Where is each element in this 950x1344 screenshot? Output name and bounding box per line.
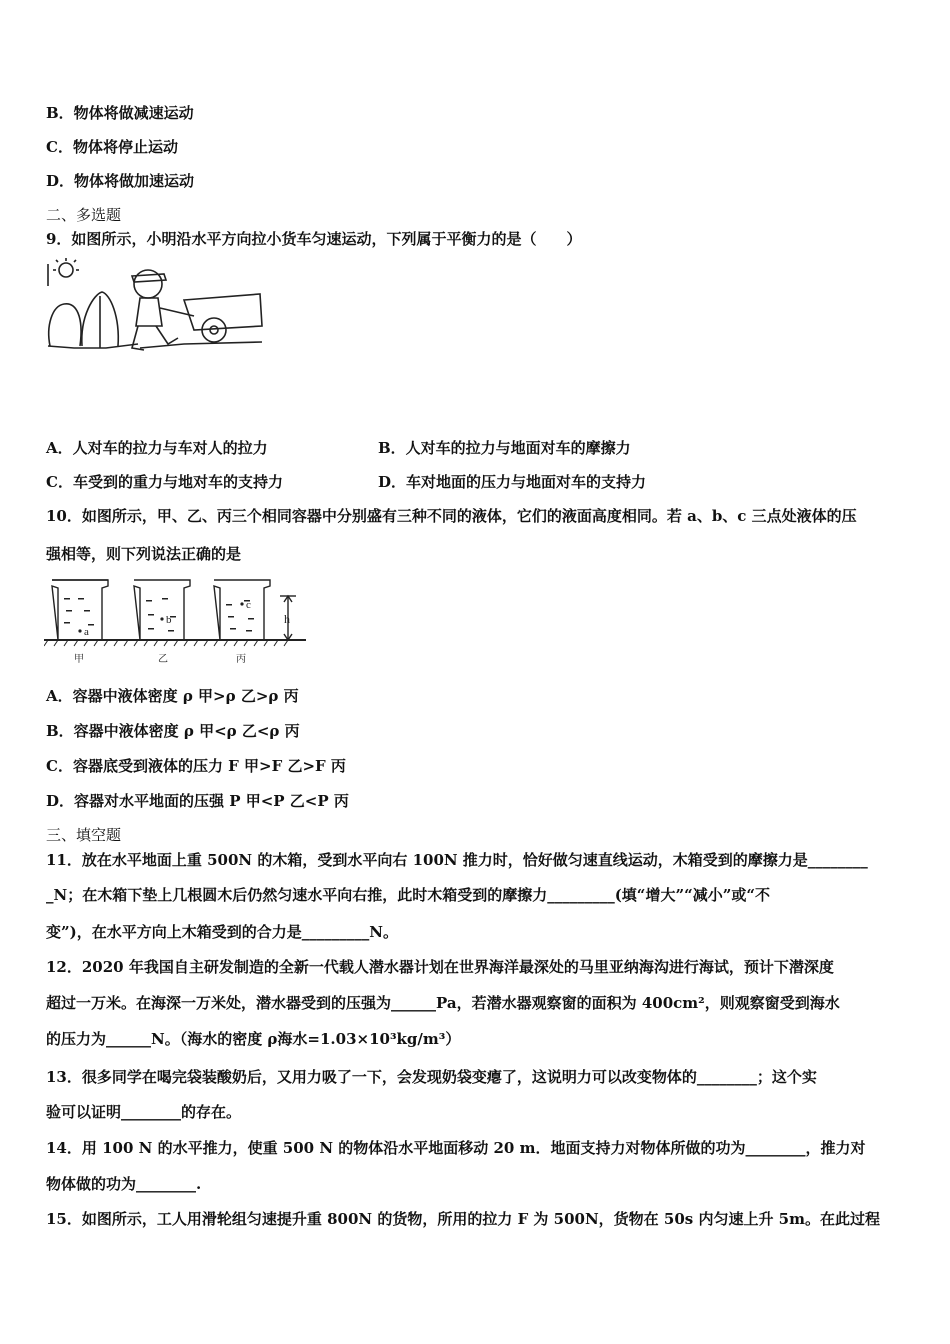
point-b-label: b xyxy=(166,614,172,626)
q14-line-2: 物体做的功为________. xyxy=(46,1175,202,1193)
q12-line-2: 超过一万米。在海深一万米处，潜水器受到的压强为______Pa，若潜水器观察窗的面积为 400cm²，则观察窗受到海水 xyxy=(46,994,840,1012)
q11-line-3: 变”)，在水平方向上木箱受到的合力是_________N。 xyxy=(46,923,398,941)
container-label-jia: 甲 xyxy=(74,654,84,665)
bush-left-icon xyxy=(49,304,81,346)
q12-line-3: 的压力为______N。（海水的密度 ρ海水=1.03×10³kg/m³） xyxy=(46,1030,461,1048)
q11-line-2: _N；在木箱下垫上几根圆木后仍然匀速水平向右推，此时木箱受到的摩擦力_________(填“增大”“减小”或“不 xyxy=(46,886,770,904)
q10-option-a: A．容器中液体密度 ρ 甲>ρ 乙>ρ 丙 xyxy=(46,687,299,705)
q9-stem: 9．如图所示，小明沿水平方向拉小货车匀速运动，下列属于平衡力的是（ ） xyxy=(46,230,582,248)
q9-option-d: D．车对地面的压力与地面对车的支持力 xyxy=(378,473,647,491)
point-c-label: c xyxy=(246,599,251,611)
section-fill-blank: 三、填空题 xyxy=(46,826,122,844)
q10-stem-line-1: 10．如图所示，甲、乙、丙三个相同容器中分别盛有三种不同的液体，它们的液面高度相同。若 a、b、c 三点处液体的压 xyxy=(46,507,857,525)
container-label-bing: 丙 xyxy=(236,654,246,665)
q10-option-b: B．容器中液体密度 ρ 甲<ρ 乙<ρ 丙 xyxy=(46,722,300,740)
q9-boy-pulling-cart-figure xyxy=(44,256,264,366)
q8-option-b: B．物体将做减速运动 xyxy=(46,104,194,122)
q14-line-1: 14．用 100 N 的水平推力，使重 500 N 的物体沿水平地面移动 20 m．地面支持力对物体所做的功为________，推力对 xyxy=(46,1139,866,1157)
h-label: h xyxy=(284,612,290,626)
point-a-label: a xyxy=(84,626,89,638)
container-label-yi: 乙 xyxy=(158,654,168,665)
q10-option-c: C．容器底受到液体的压力 F 甲>F 乙>F 丙 xyxy=(46,757,346,775)
section-multi-choice: 二、多选题 xyxy=(46,206,122,224)
q9-option-c: C．车受到的重力与地对车的支持力 xyxy=(46,473,283,491)
cart-body-icon xyxy=(184,294,262,330)
q10-containers-figure xyxy=(44,574,306,668)
q9-option-a: A．人对车的拉力与车对人的拉力 xyxy=(46,439,268,457)
container-yi xyxy=(134,580,190,640)
q15-line-1: 15．如图所示，工人用滑轮组匀速提升重 800N 的货物，所用的拉力 F 为 500N，货物在 50s 内匀速上升 5m。在此过程 xyxy=(46,1210,880,1228)
q8-option-c: C．物体将停止运动 xyxy=(46,138,178,156)
sun-icon xyxy=(59,263,73,277)
q13-line-1: 13．很多同学在喝完袋装酸奶后，又用力吸了一下，会发现奶袋变瘪了，这说明力可以改变物体的________；这个实 xyxy=(46,1068,817,1086)
q10-stem-line-2: 强相等，则下列说法正确的是 xyxy=(46,545,242,563)
container-bing xyxy=(214,580,270,640)
q12-line-1: 12．2020 年我国自主研发制造的全新一代载人潜水器计划在世界海洋最深处的马里亚纳海沟进行海试，预计下潜深度 xyxy=(46,958,834,976)
q9-option-b: B．人对车的拉力与地面对车的摩擦力 xyxy=(378,439,631,457)
q10-option-d: D．容器对水平地面的压强 P 甲<P 乙<P 丙 xyxy=(46,792,349,810)
q8-option-d: D．物体将做加速运动 xyxy=(46,172,195,190)
q11-line-1: 11．放在水平地面上重 500N 的木箱，受到水平向右 100N 推力时，恰好做匀速直线运动，木箱受到的摩擦力是________ xyxy=(46,851,868,869)
q13-line-2: 验可以证明________的存在。 xyxy=(46,1103,242,1121)
